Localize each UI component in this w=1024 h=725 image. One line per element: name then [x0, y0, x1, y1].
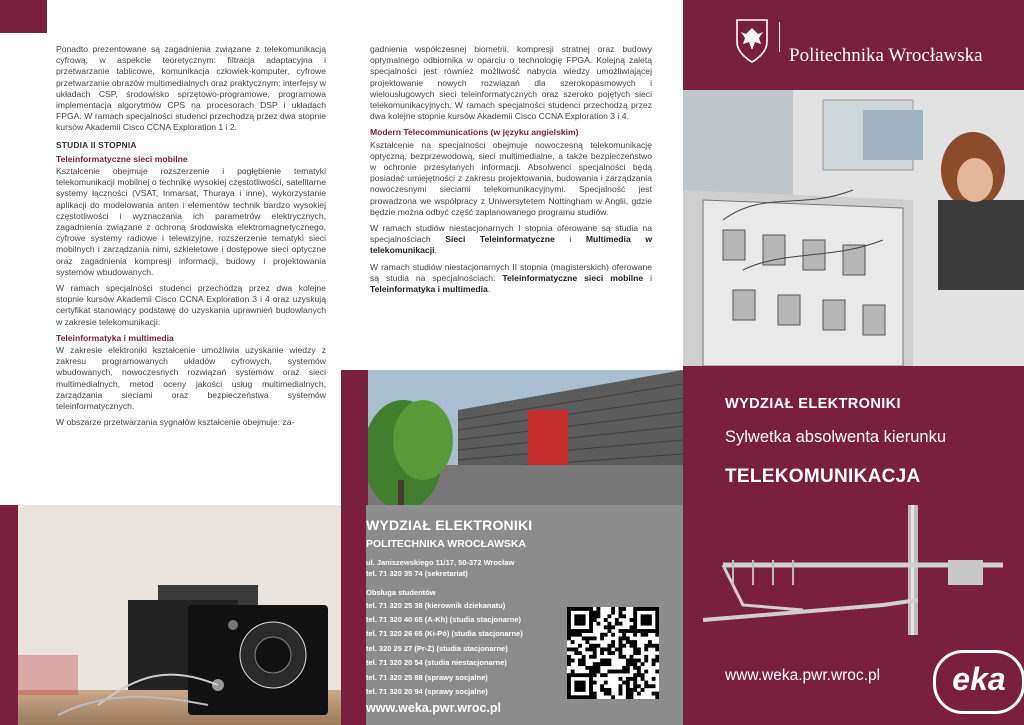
antenna-illustration	[683, 505, 1024, 635]
bold-text: Teleinformatyczne sieci mobilne	[502, 272, 644, 283]
phone-entry: tel. 71 320 25 38 (kierownik dziekanatu)	[366, 600, 506, 610]
subheading: Modern Telecommunications (w języku angielskim)	[370, 127, 579, 138]
subheading: Teleinformatyka i multimedia	[56, 332, 174, 343]
text: .	[434, 245, 437, 256]
maroon-strip	[341, 370, 368, 505]
text: i	[554, 234, 586, 245]
website-link[interactable]: www.weka.pwr.wroc.pl	[725, 667, 881, 684]
phone-entry: tel. 320 25 27 (Pr-Ż) (studia stacjonarne)	[366, 643, 508, 653]
phone-secretariat: tel. 71 320 35 74 (sekretariat)	[366, 568, 468, 578]
building-photo	[368, 370, 683, 505]
lab-photo	[683, 90, 1024, 366]
logo-text: eka	[952, 661, 1006, 697]
crest-icon	[735, 18, 769, 64]
subtitle: Sylwetka absolwenta kierunku	[725, 428, 947, 446]
university-name: POLITECHNIKA WROCŁAWSKA	[366, 538, 527, 550]
left-column-text	[56, 44, 326, 434]
text: .	[487, 284, 491, 295]
text: W ramach studiów niestacjonarnych II stopnia (magisterskich) oferowane są studia na specjalnościach:	[370, 261, 652, 283]
bold-text: Teleinformatyka i multimedia	[370, 284, 488, 295]
phone-entry: tel. 71 320 40 65 (A-Kh) (studia stacjonarne)	[366, 614, 522, 624]
major-title: TELEKOMUNIKACJA	[725, 466, 921, 487]
oscillator-illustration	[18, 505, 341, 725]
phone-list	[366, 599, 566, 700]
service-heading: Obsługa studentów	[366, 588, 436, 597]
university-title: Politechnika Wrocławska	[789, 45, 983, 66]
left-panel	[0, 0, 341, 725]
phone-entry: tel. 71 320 20 54 (studia niestacjonarne)	[366, 658, 507, 668]
paragraph: W obszarze przetwarzania sygnałów kształcenie obejmuje: za-	[56, 417, 295, 428]
paragraph: W zakresie elektroniki kształcenie umożliwia uzyskanie wiedzy z zakresu programowanych układów cyfrowych, systemów wbudowanych, nowoczesnych rozwiązań systemów oraz sieci multimedialnych, metod oceny jakości usług multimedialnych, zarządzania sieciami oraz bezpieczeństwa systemów teleinformatycznych.	[56, 345, 326, 412]
phone-entry: tel. 71 320 26 65 (Ki-Pó) (studia stacjonarne)	[366, 629, 523, 639]
title-panel	[683, 366, 1024, 505]
paragraph: Kształcenie obejmuje rozszerzenie i pogłębienie tematyki telekomunikacji mobilnej o technikę wysokiej częstotliwości, satelitarne systemy łączności (VSAT, Inmarsat, Thuraya i inne), wykorzystanie aplikacji do modelowania anten i elementów technik bardzo wysokiej częstotliwości i wyznaczania ich parametrów elektrycznych, zagadnienia związane z ochroną środowiska elektromagnetycznego, cyfrowe systemy radiowe i telewizyjne, rozszerzenie tematyki sieci mobilnych i zarządzania nimi, szkieletowe i dostępowe sieci optyczne oraz zagadnienia kompresji informacji, budowy i projektowania systemów wbudowanych.	[56, 166, 326, 277]
paragraph: gadnienia współczesnej biometrii, kompresji stratnej oraz budowy optymalnego odbiornika w oparciu o technologię FPGA. Kolejną zaletą specjalności jest również możliwość nabycia wiedzy umożliwiającej projektowanie nowych rozwiązań dla szerokopasmowych i wielousługowych sieci teleinformatycznych oraz szeroko pojętych sieci telekomunikacyjnych. W ramach specjalności studenci przechodzą przez dwa kolejne stopnie kursów Akademii Cisco CCNA Exploration 3 i 4.	[370, 44, 652, 122]
street-address: ul. Janiszewskiego 11/17, 50-372 Wrocław	[366, 558, 515, 567]
bold-text: Sieci Teleinformatyczne	[445, 234, 555, 245]
bold-text: Multimedia w telekomunikacji	[370, 234, 652, 256]
subheading: Teleinformatyczne sieci mobilne	[56, 153, 188, 164]
text: i	[643, 272, 653, 283]
middle-column-text	[370, 44, 652, 300]
phone-entry: tel. 71 320 25 88 (sprawy socjalne)	[366, 672, 488, 682]
faculty-name: WYDZIAŁ ELEKTRONIKI	[366, 517, 533, 533]
qr-code-graphic	[567, 607, 659, 699]
faculty-heading: WYDZIAŁ ELEKTRONIKI	[725, 396, 901, 412]
maroon-strip	[341, 505, 366, 725]
paragraph: Ponadto prezentowane są zagadnienia związane z telekomunikacją cyfrową; w aspekcie teoretycznym: filtracja adaptacyjna i przetwarzanie tablicowe, komunikacja człowiek-komputer, cyfrowe przetwarzanie obrazów multimedialnych oraz praktycznym: interfejsy w układach CSP, środowisko sprzętowo-programowe, programowa implementacja algorytmów CPS na procesorach DSP i układach FPGA. W ramach specjalności studenci przechodzą przez dwa stopnie kursów Akademii Cisco CCNA Exploration 1 i 2.	[56, 44, 326, 133]
website-link[interactable]: www.weka.pwr.wroc.pl	[366, 701, 501, 716]
qr-code[interactable]	[567, 607, 659, 699]
paragraph	[370, 223, 652, 257]
maroon-strip	[0, 505, 18, 725]
text: W ramach studiów niestacjonarnych I stopnia oferowane są studia na specjalnościach	[370, 223, 652, 245]
footer-panel	[683, 505, 1024, 725]
contact-details	[366, 517, 566, 715]
weka-logo	[933, 650, 1024, 714]
building-illustration	[368, 370, 683, 505]
paragraph: W ramach specjalności studenci przechodzą przez dwa kolejne stopnie kursów Akademii Cisco CCNA Exploration 3 i 4 oraz uzyskują certyfikat stanowiący podstawę do uzyskania uprawnień budowlanych w zakresie telekomunikacji.	[56, 283, 326, 327]
section-heading: STUDIA II STOPNIA	[56, 139, 137, 150]
phone-entry: tel. 71 320 20 94 (sprawy socjalne)	[366, 686, 488, 696]
header-band	[683, 0, 1024, 90]
oscillator-photo	[18, 505, 341, 725]
paragraph: Kształcenie na specjalności obejmuje nowoczesną telekomunikację optyczną, bezprzewodową, sieci multimedialne, a także bezpieczeństwo w ochronie przesyłanych informacji. Absolwenci specjalności będą posiadać umiejętności z zakresu projektowania, budowania i zarządzania nowoczesnymi sieciami telekomunikacyjnymi. Specjalność jest prowadzona we współpracy z Uniwersytetem Nottingham w Anglii, gdzie będzie można odbyć część zaplanowanego programu studiów.	[370, 139, 652, 217]
lab-illustration	[683, 90, 1024, 366]
paragraph	[370, 262, 652, 296]
